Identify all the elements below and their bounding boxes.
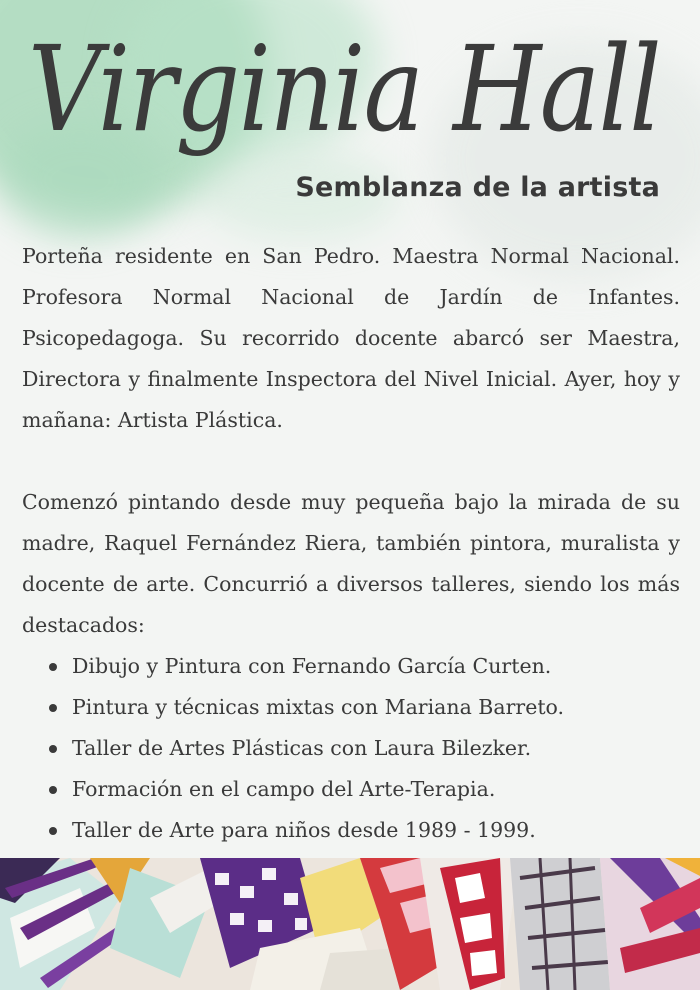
bio-paragraph-1: Porteña residente en San Pedro. Maestra Normal Nacional. Profesora Normal Nacional de Jardín de Infantes. Psicopedagoga. Su recorrido docente abarcó ser Maestra, Directora y finalmente Inspectora del Nivel Inicial. Ayer, hoy y mañana: Artista Plástica. <box>22 244 680 432</box>
list-item <box>22 769 680 810</box>
list-item <box>22 646 680 687</box>
artwork-painting <box>0 858 700 990</box>
bullet-icon <box>49 704 57 712</box>
list-item-text: Taller de Artes Plásticas con Laura Bilezker. <box>72 736 532 760</box>
list-item-text: Formación en el campo del Arte-Terapia. <box>72 777 496 801</box>
artist-name-title: Virginia Hall <box>28 20 661 158</box>
bullet-icon <box>49 663 57 671</box>
bullet-icon <box>49 786 57 794</box>
list-item <box>22 687 680 728</box>
bio-paragraph-2: Comenzó pintando desde muy pequeña bajo la mirada de su madre, Raquel Fernández Riera, también pintora, muralista y docente de arte. Concurrió a diversos talleres, siendo los más destacados: <box>22 490 680 637</box>
bullet-icon <box>49 745 57 753</box>
artwork-strip <box>0 858 700 990</box>
bio-section <box>22 236 680 851</box>
list-item <box>22 810 680 851</box>
list-item <box>22 728 680 769</box>
list-item-text: Taller de Arte para niños desde 1989 - 1999. <box>72 818 536 842</box>
list-item-text: Pintura y técnicas mixtas con Mariana Barreto. <box>72 695 565 719</box>
page-subtitle: Semblanza de la artista <box>295 172 660 203</box>
workshop-list <box>22 646 680 851</box>
list-item-text: Dibujo y Pintura con Fernando García Curten. <box>72 654 552 678</box>
bullet-icon <box>49 827 57 835</box>
